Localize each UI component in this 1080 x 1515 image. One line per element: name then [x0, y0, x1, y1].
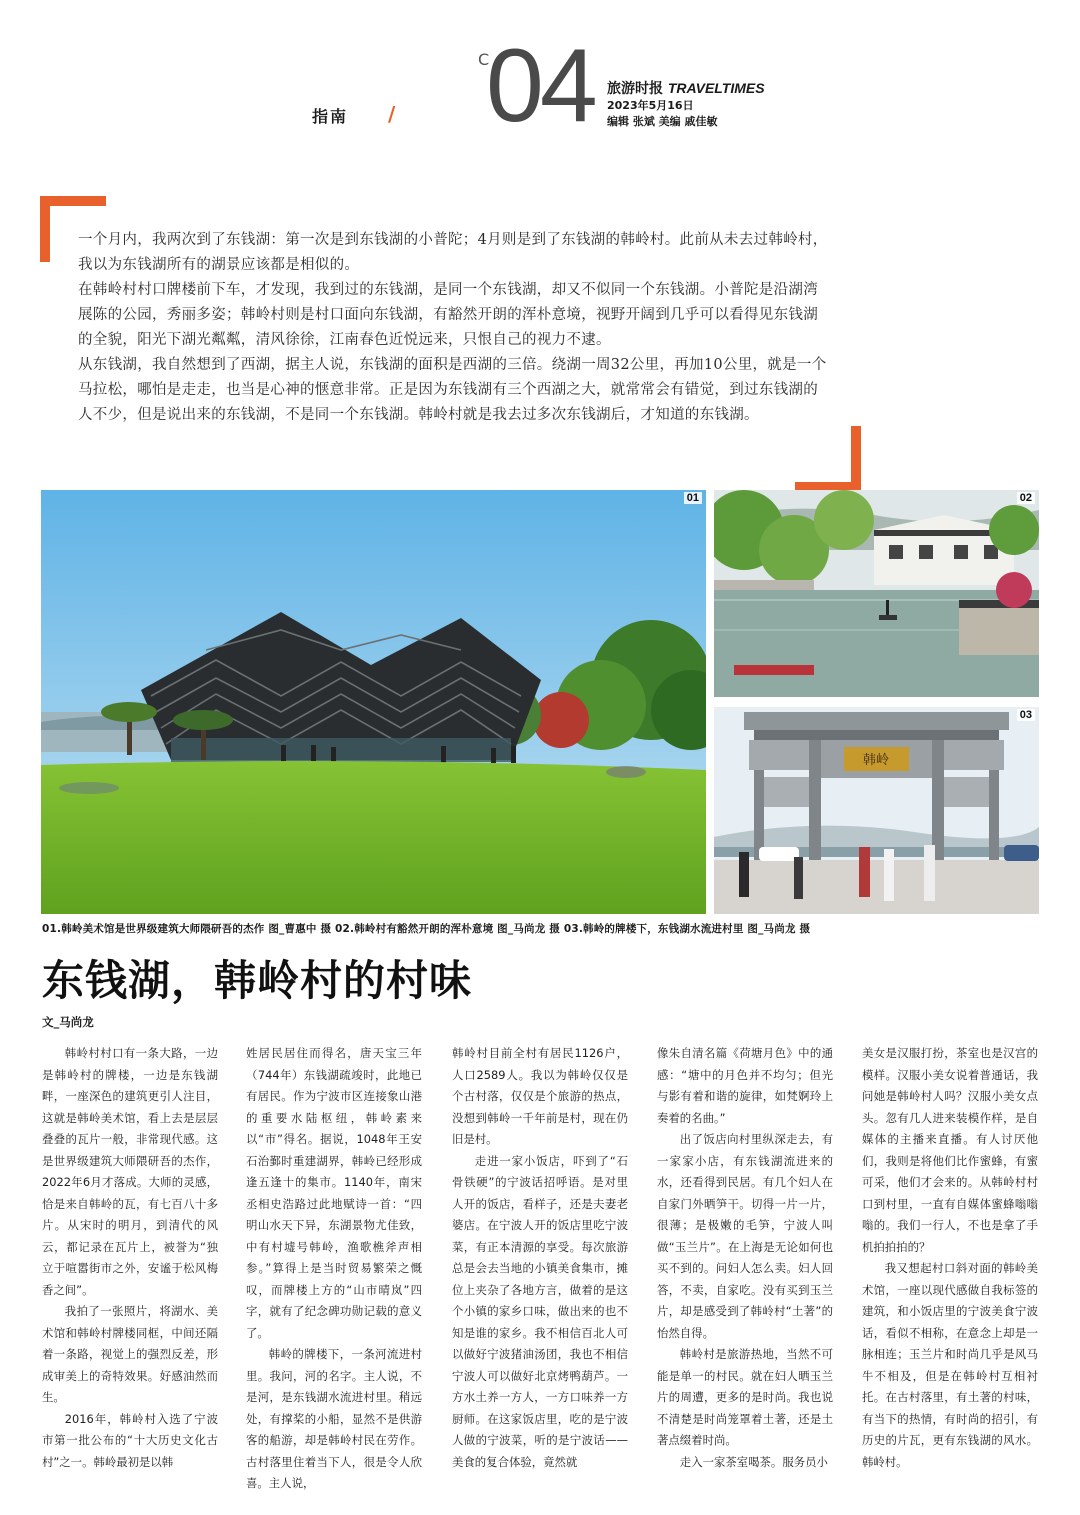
water-village-illustration: [714, 490, 1039, 697]
article-paragraph: 我又想起村口斜对面的韩岭美术馆，一座以现代感做自我标签的建筑，和小饭店里的宁波美食宁波话，看似不相称，在意念上却是一脉相连；玉兰片和时尚几乎是风马牛不相及，但是在韩岭村互相衬托。在古村落里，有土著的村味，有当下的热情，有时尚的招引，有历史的片瓦，更有东钱湖的风水。韩岭村。: [862, 1261, 1038, 1469]
stone-gate-illustration: [714, 707, 1039, 914]
article-column-3: [452, 1043, 628, 1513]
article-paragraph: 2016年，韩岭村入选了宁波市第一批公布的“十大历史文化古村”之一。韩岭最初是以韩: [42, 1411, 218, 1469]
article-paragraph: 走入一家茶室喝茶。服务员小: [679, 1454, 828, 1469]
article-column-5: [862, 1043, 1038, 1513]
article-paragraph: 韩岭村是旅游热地，当然不可能是单一的村民。就在妇人晒玉兰片的周遭，更多的是时尚。我也说不清楚是时尚笼罩着土著，还是土著点缀着时尚。: [657, 1347, 833, 1447]
photo-number: 03: [1017, 709, 1035, 721]
intro-text: [78, 228, 828, 428]
intro-paragraph: 在韩岭村村口牌楼前下车，才发现，我到过的东钱湖，是同一个东钱湖，却又不似同一个东钱湖。小普陀是沿湖湾展陈的公园，秀丽多姿；韩岭村则是村口面向东钱湖，有豁然开朗的浑朴意境，视野开阔到几乎可以看得见东钱湖的全貌，阳光下湖光粼粼，清风徐徐，江南春色近悦远来，只恨自己的视力不逮。: [78, 282, 818, 348]
article-column-4: [657, 1043, 833, 1513]
photo-water-village: [714, 490, 1039, 697]
article-paragraph: 韩岭的牌楼下，一条河流进村里。我问，河的名字。主人说，不是河，是东钱湖水流进村里。稍远处，有撑桨的小船，显然不是供游客的船游，却是韩岭村民在劳作。古村落里住着当下人，很是令人欣喜。主人说，: [246, 1347, 422, 1490]
article-byline: 文_马尚龙: [42, 1015, 94, 1029]
photo-art-museum: [41, 490, 706, 914]
intro-paragraph: 一个月内，我两次到了东钱湖：第一次是到东钱湖的小普陀；4月则是到了东钱湖的韩岭村。此前从未去过韩岭村，我以为东钱湖所有的湖景应该都是相似的。: [78, 232, 828, 273]
photo-caption: 01.韩岭美术馆是世界级建筑大师隈研吾的杰作 图_曹惠中 摄 02.韩岭村有豁然开朗的浑朴意境 图_马尚龙 摄 03.韩岭的牌楼下，东钱湖水流进村里 图_马尚龙 摄: [42, 923, 811, 935]
article-column-2: [246, 1043, 422, 1513]
gate-plaque-text: 韩岭: [862, 753, 890, 768]
section-label: 指南: [312, 107, 349, 126]
paper-name-cn: 旅游时报: [607, 81, 663, 97]
article-paragraph: 我拍了一张照片，将湖水、美术馆和韩岭村牌楼同框，中间还隔着一条路，视觉上的强烈反差，形成审美上的奇特效果。好感油然而生。: [42, 1304, 218, 1404]
article-paragraph: 像朱自清名篇《荷塘月色》中的通感：“塘中的月色并不均匀；但光与影有着和谐的旋律，如梵婀玲上奏着的名曲。”: [657, 1046, 833, 1125]
article-paragraph: 姓居民居住而得名，唐天宝三年（744年）东钱湖疏竣时，此地已有居民。作为宁波市区连接象山港的重要水陆枢纽，韩岭素来以“市”得名。据说，1048年王安石治鄞时重建湖界，韩岭已经形成逢五逢十的集市。1140年，南宋丞相史浩路过此地赋诗一首：“四明山水天下异，东湖景物尤佳致，中有村墟号韩岭，渔歌樵斧声相参。”算得上是当时贸易繁荣之慨叹，而牌楼上方的“山市晴岚”四字，就有了纪念碑功勋记载的意义了。: [246, 1046, 422, 1340]
article-paragraph: 韩岭村村口有一条大路，一边是韩岭村的牌楼，一边是东钱湖畔，一座深色的建筑更引人注目，这就是韩岭美术馆，看上去是层层叠叠的瓦片一般，非常现代感。这是世界级建筑大师隈研吾的杰作，2022年6月才落成。大师的灵感，恰是来自韩岭的瓦，有七百八十多片。从宋时的明月，到清代的风云，都记录在瓦片上，被誉为“独立于喧嚣街市之外，安谧于松风梅香之间”。: [42, 1046, 218, 1297]
page-number: 04: [486, 28, 594, 144]
article-paragraph: 出了饭店向村里纵深走去，有一家家小店，有东钱湖流进来的水，还看得到民居。有几个妇人在自家门外晒笋干。切得一片一片，很薄；是极嫩的毛笋，宁波人叫做“玉兰片”。在上海是无论如何也买不到的。问妇人怎么卖。妇人回答，不卖，自家吃。没有买到玉兰片，却是感受到了韩岭村“土著”的怡然自得。: [657, 1132, 833, 1340]
article-paragraph: 韩岭村目前全村有居民1126户，人口2589人。我以为韩岭仅仅是个古村落，仅仅是个旅游的热点，没想到韩岭一千年前是村，现在仍旧是村。: [452, 1046, 628, 1146]
paper-name-en: TRAVELTIMES: [667, 80, 765, 96]
issue-date: 2023年5月16日: [607, 99, 694, 112]
photo-stone-gate: [714, 707, 1039, 914]
paper-name: [607, 78, 765, 98]
photo-number: 02: [1017, 492, 1035, 504]
page-letter: C: [478, 50, 490, 69]
art-museum-illustration: [41, 490, 706, 914]
article-column-1: [42, 1043, 218, 1513]
orange-bracket-bottom-right: [795, 426, 861, 492]
section-slash: /: [388, 102, 396, 126]
article-paragraph: 美女是汉服打扮，茶室也是汉宫的模样。汉服小美女说着普通话，我问她是韩岭村人吗？汉服小美女点头。忽有几人进来装模作样，是自媒体的主播来直播。有人讨厌他们，我则是将他们比作蜜蜂，有蜜可采，他们才会来的。从韩岭村村口到村里，一直有自媒体蜜蜂嗡嗡嗡的。我们一行人，不也是拿了手机拍拍拍的？: [862, 1046, 1038, 1254]
photo-number: 01: [684, 492, 702, 504]
editors-line: 编辑 张斌 美编 戚佳敏: [607, 115, 718, 128]
intro-paragraph: 从东钱湖，我自然想到了西湖，据主人说，东钱湖的面积是西湖的三倍。绕湖一周32公里，再加10公里，就是一个马拉松，哪怕是走走，也当是心神的惬意非常。正是因为东钱湖有三个西湖之大，就常常会有错觉，到过东钱湖的人不少，但是说出来的东钱湖，不是同一个东钱湖。韩岭村就是我去过多次东钱湖后，才知道的东钱湖。: [78, 357, 827, 423]
article-paragraph: 走进一家小饭店，吓到了“石骨铁硬”的宁波话招呼语。是对里人开的饭店，看样子，还是夫妻老婆店。在宁波人开的饭店里吃宁波菜，有正本清源的享受。每次旅游总是会去当地的小镇美食集市，摊位上夹杂了各地方言，做着的是这个小镇的家乡口味，做出来的也不知是谁的家乡。我不相信百北人可以做好宁波猪油汤团，我也不相信宁波人可以做好北京烤鸭葫芦。一方水土养一方人，一方口味养一方厨师。在这家饭店里，吃的是宁波人做的宁波菜，听的是宁波话——美食的复合体验，竟然就: [452, 1153, 628, 1469]
article-headline: 东钱湖，韩岭村的村味: [42, 956, 473, 1005]
